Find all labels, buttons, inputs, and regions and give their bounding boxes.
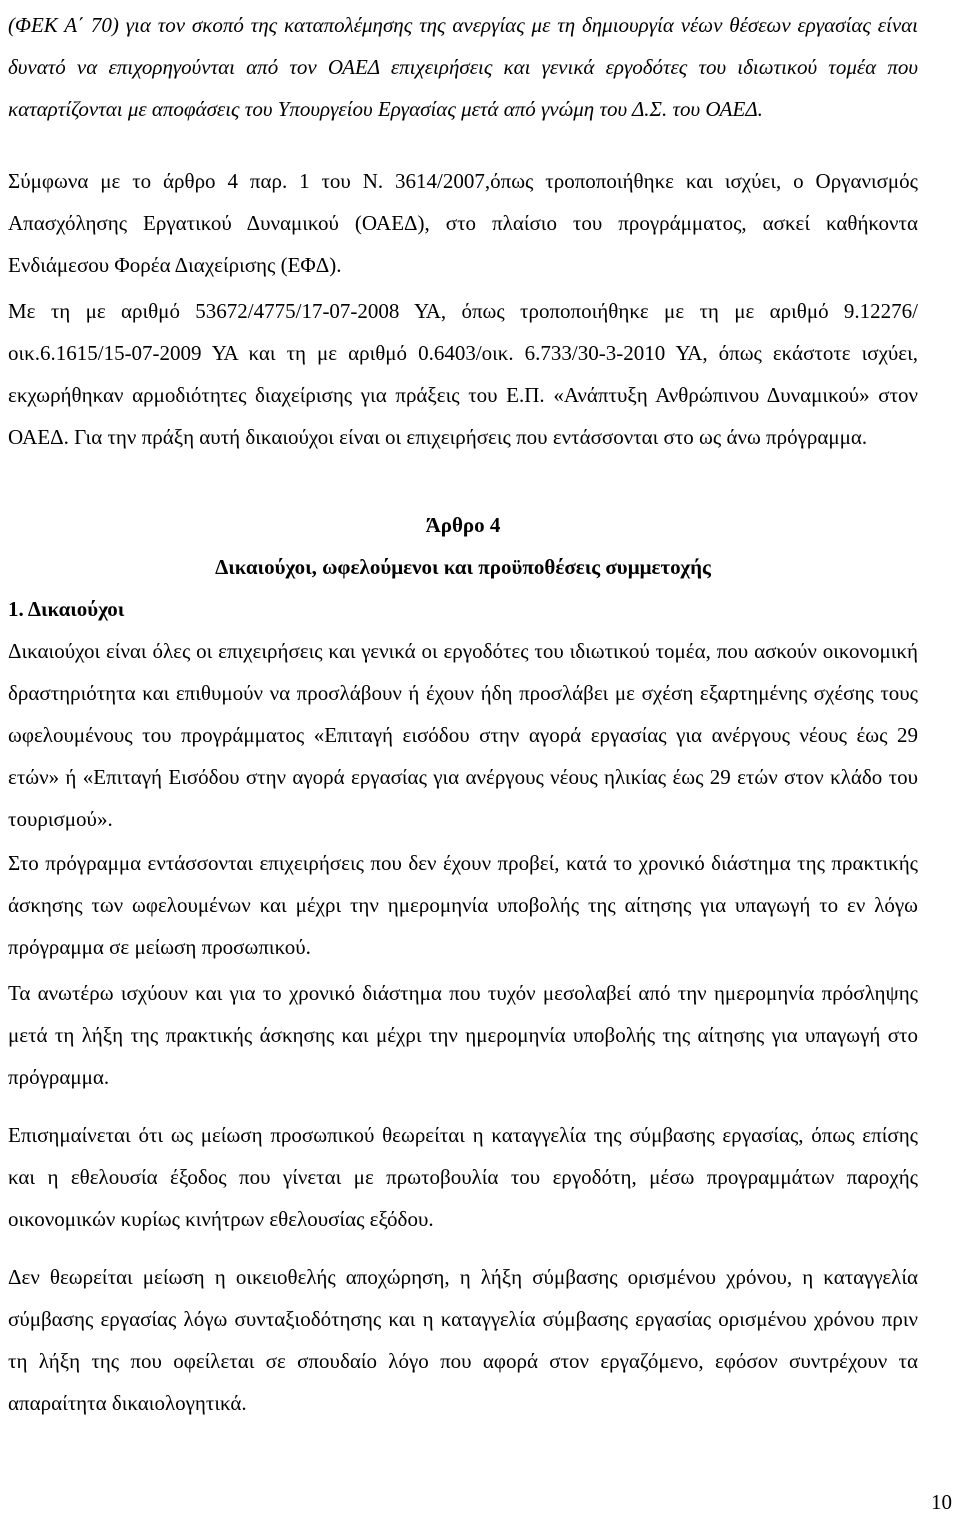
- program-paragraph: Στο πρόγραμμα εντάσσονται επιχειρήσεις που δεν έχουν προβεί, κατά το χρονικό διάστημα της πρακτικής άσκησης των ωφελουμένων και μέχρι την ημερομηνία υποβολής της αίτησης για υπαγωγή το εν λόγω πρόγραμμα σε μείωση προσωπικού.: [8, 851, 918, 959]
- ya-paragraph: Με τη με αριθμό 53672/4775/17-07-2008 ΥΑ, όπως τροποποιήθηκε με τη με αριθμό 9.12276/οικ.6.1615/15-07-2009 ΥΑ και τη με αριθμό 0.6403/οικ. 6.733/30-3-2010 ΥΑ, όπως εκάστοτε ισχύει, εκχωρήθηκαν αρμοδιότητες διαχείρισης για πράξεις του Ε.Π. «Ανάπτυξη Ανθρώπινου Δυναμικού» στον ΟΑΕΔ. Για την πράξη αυτή δικαιούχοι είναι οι επιχειρήσεις που εντάσσονται στο ως άνω πρόγραμμα.: [8, 299, 918, 449]
- law-paragraph: Σύμφωνα με το άρθρο 4 παρ. 1 του Ν. 3614/2007,όπως τροποποιήθηκε και ισχύει, ο Οργανισμός Απασχόλησης Εργατικού Δυναμικού (ΟΑΕΔ), στο πλαίσιο του προγράμματος, ασκεί καθήκοντα Ενδιάμεσου Φορέα Διαχείρισης (ΕΦΔ).: [8, 169, 918, 277]
- section-heading: 1. Δικαιούχοι: [8, 597, 125, 621]
- beneficiaries-paragraph: Δικαιούχοι είναι όλες οι επιχειρήσεις και γενικά οι εργοδότες του ιδιωτικού τομέα, που ασκούν οικονομική δραστηριότητα και επιθυμούν να προσλάβουν ή έχουν ήδη προσλάβει με σχέση εξαρτημένης σχέσης τους ωφελουμένους του προγράμματος «Επιταγή εισόδου στην αγορά εργασίας για ανέργους νέους έως 29 ετών» ή «Επιταγή Εισόδου στην αγορά εργασίας για ανέργους νέους ηλικίας έως 29 ετών στον κλάδο του τουρισμού».: [8, 639, 918, 831]
- period-paragraph: Τα ανωτέρω ισχύουν και για το χρονικό διάστημα που τυχόν μεσολαβεί από την ημερομηνία πρόσληψης μετά τη λήξη της πρακτικής άσκησης και μέχρι την ημερομηνία υποβολής της αίτησης για υπαγωγή στο πρόγραμμα.: [8, 981, 918, 1089]
- not-reduction-paragraph: Δεν θεωρείται μείωση η οικειοθελής αποχώρηση, η λήξη σύμβασης ορισμένου χρόνου, η καταγγελία σύμβασης εργασίας λόγω συνταξιοδότησης και η καταγγελία σύμβασης εργασίας ορισμένου χρόνου πριν τη λήξη της που οφείλεται σε σπουδαίο λόγο που αφορά στον εργαζόμενο, εφόσον συντρέχουν τα απαραίτητα δικαιολογητικά.: [8, 1265, 918, 1415]
- article-subheading: Δικαιούχοι, ωφελούμενοι και προϋποθέσεις συμμετοχής: [215, 555, 711, 579]
- intro-paragraph: (ΦΕΚ Α΄ 70) για τον σκοπό της καταπολέμησης της ανεργίας με τη δημιουργία νέων θέσεων εργασίας είναι δυνατό να επιχορηγούνται από τον ΟΑΕΔ επιχειρήσεις και γενικά εργοδότες του ιδιωτικού τομέα που καταρτίζονται με αποφάσεις του Υπουργείου Εργασίας μετά από γνώμη του Δ.Σ. του ΟΑΕΔ.: [8, 13, 918, 121]
- reduction-paragraph: Επισημαίνεται ότι ως μείωση προσωπικού θεωρείται η καταγγελία της σύμβασης εργασίας, όπως επίσης και η εθελουσία έξοδος που γίνεται με πρωτοβουλία του εργοδότη, μέσω προγραμμάτων παροχής οικονομικών κυρίως κινήτρων εθελουσίας εξόδου.: [8, 1123, 918, 1231]
- page-number: 10: [931, 1490, 952, 1514]
- article-heading: Άρθρο 4: [425, 513, 501, 537]
